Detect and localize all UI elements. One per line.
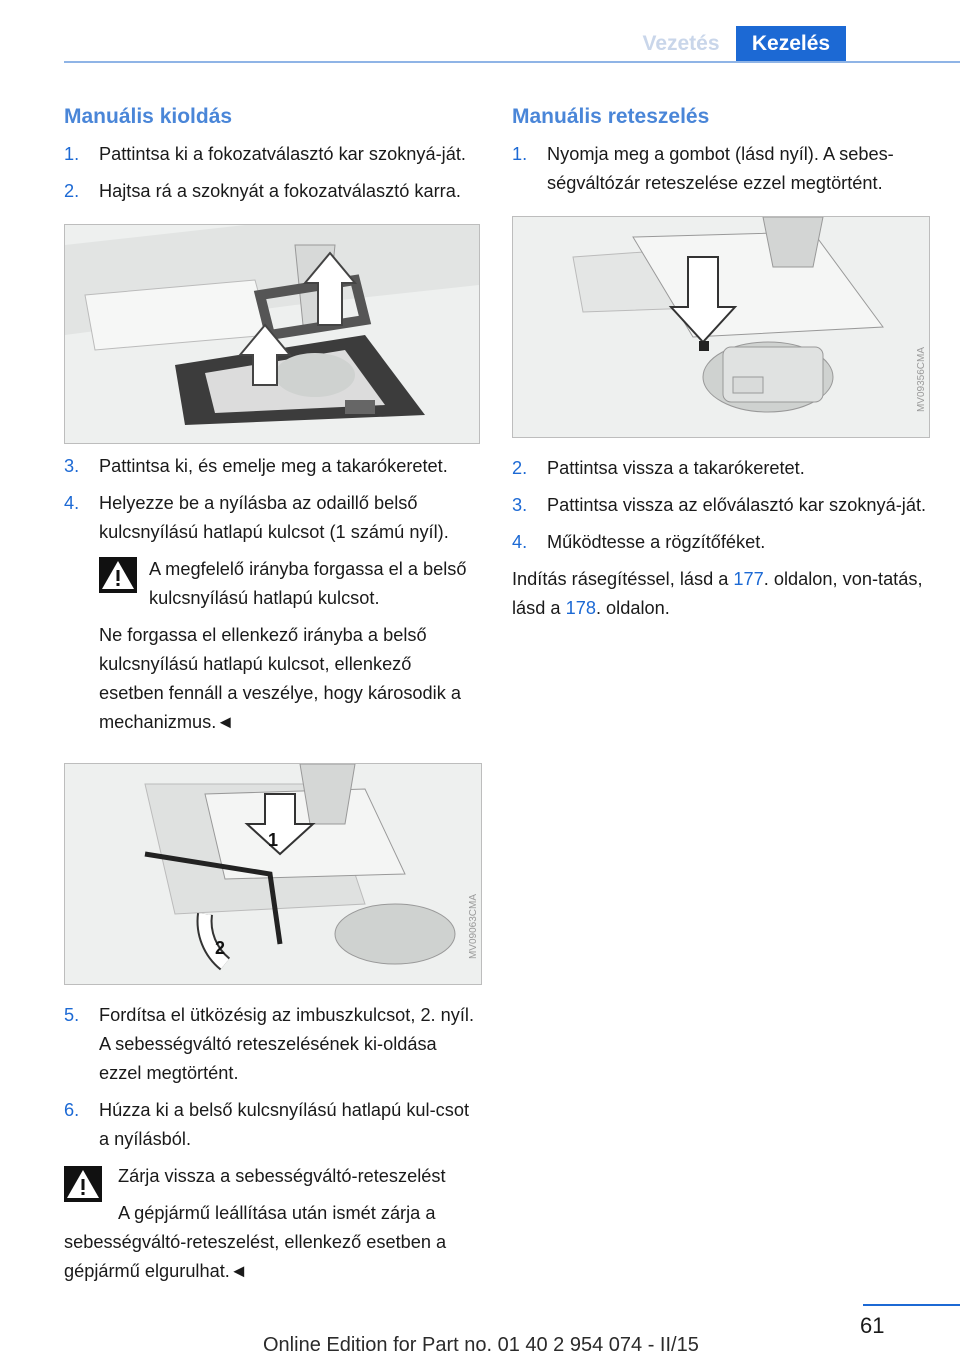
right-column (512, 100, 932, 631)
warning-icon (64, 1166, 102, 1202)
warning-icon (99, 557, 137, 593)
list-item (512, 140, 932, 198)
list-item (64, 140, 480, 169)
list-item (512, 491, 932, 520)
step-text: Fordítsa el ütközésig az imbuszkulcsot, 2. nyíl. A sebességváltó reteszelésének ki‐oldása ezzel megtörtént. (99, 1005, 475, 1083)
lock-button-figure (512, 216, 930, 438)
section-title-manual-lock: Manuális reteszelés (512, 105, 710, 128)
step-text: Hajtsa rá a szoknyát a fokozatválasztó karra. (99, 181, 461, 201)
step-number: 3. (512, 495, 528, 515)
step-number: 4. (64, 493, 80, 513)
list-item (64, 452, 480, 481)
warning-body: Ne forgassa el ellenkező irányba a belső kulcsnyílású hatlapú kulcsot, ellenkező esetben fennáll a veszélye, hogy károsodik a mechanizmus.◄ (99, 625, 461, 732)
tab-vezetes[interactable]: Vezetés (642, 32, 720, 55)
warning-block (64, 555, 480, 613)
figure-code: MV09063CMA (468, 894, 479, 960)
cross-reference-paragraph (512, 565, 932, 623)
list-item (64, 489, 480, 547)
list-item (64, 1001, 480, 1088)
arrow-label: 2 (215, 938, 226, 958)
step-text: Működtesse a rögzítőféket. (547, 532, 766, 552)
ref-text: . oldalon, von‐tatás, lásd a (512, 569, 923, 618)
warning-body: A gépjármű leállítása után ismét zárja a sebességváltó-reteszelést, ellenkező esetben a gépjármű elgurulhat.◄ (64, 1203, 447, 1281)
step-text: Nyomja meg a gombot (lásd nyíl). A sebes‐ségváltózár reteszelése ezzel megtörtént. (547, 144, 894, 193)
step-text: Helyezze be a nyílásba az odaillő belső kulcsnyílású hatlapú kulcsot (1 számú nyíl). (99, 493, 449, 542)
footer-divider (863, 1304, 960, 1306)
list-item (64, 177, 480, 206)
step-text: Húzza ki a belső kulcsnyílású hatlapú kul‐csot a nyílásból. (99, 1100, 469, 1149)
list-item (512, 454, 932, 483)
figure-code: MV09356CMA (916, 347, 927, 413)
page-number: 61 (860, 1313, 885, 1338)
online-edition-note: Online Edition for Part no. 01 40 2 954 074 - II/15 (263, 1334, 699, 1356)
step-number: 6. (64, 1100, 80, 1120)
header-divider (64, 61, 960, 63)
warning-block (64, 1162, 480, 1191)
tab-kezeles[interactable]: Kezelés (736, 26, 846, 62)
arrow-label: 1 (268, 830, 279, 850)
page-link-178[interactable]: 178 (565, 598, 596, 618)
ref-text: Indítás rásegítéssel, lásd a (512, 569, 734, 589)
list-item (512, 528, 932, 557)
step-text: Pattintsa vissza az előválasztó kar szoknyá‐ját. (547, 495, 927, 515)
step-text: Pattintsa vissza a takarókeretet. (547, 458, 805, 478)
left-column (64, 100, 480, 1294)
warning-title: A megfelelő irányba forgassa el a belső kulcsnyílású hatlapú kulcsot. (149, 559, 467, 608)
step-text: Pattintsa ki, és emelje meg a takarókeretet. (99, 456, 448, 476)
section-title-manual-release: Manuális kioldás (64, 105, 233, 128)
step-number: 1. (64, 144, 80, 164)
step-text: Pattintsa ki a fokozatválasztó kar szoknyá‐ját. (99, 144, 466, 164)
step-number: 3. (64, 456, 80, 476)
step-number: 2. (64, 181, 80, 201)
list-item (64, 1096, 480, 1154)
step-number: 4. (512, 532, 528, 552)
warning-title: Zárja vissza a sebességváltó-reteszelést (118, 1166, 446, 1186)
page-link-177[interactable]: 177 (733, 569, 764, 589)
step-number: 5. (64, 1005, 80, 1025)
ref-text: . oldalon. (595, 598, 670, 618)
gear-lever-figure (64, 224, 480, 444)
hex-key-figure (64, 763, 482, 985)
step-number: 1. (512, 144, 528, 164)
step-number: 2. (512, 458, 528, 478)
